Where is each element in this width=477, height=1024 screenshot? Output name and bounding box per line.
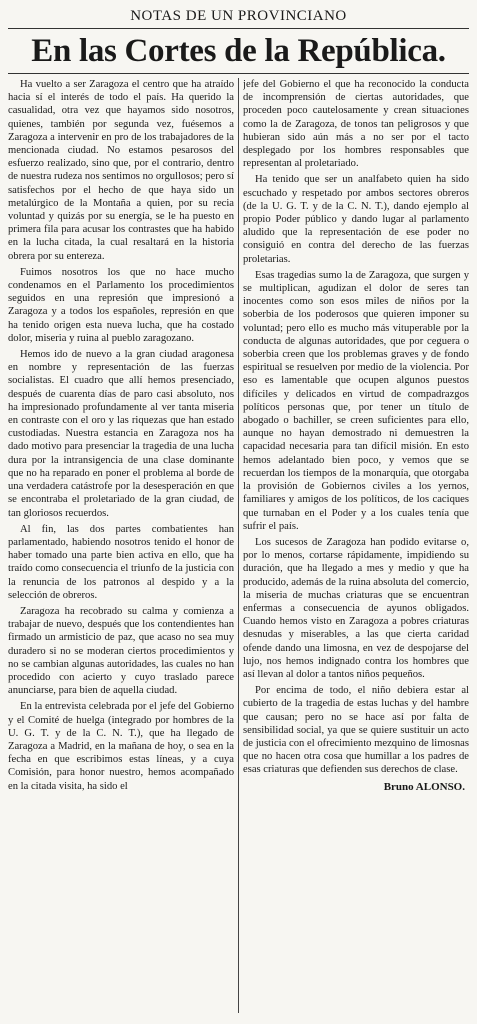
paragraph: Esas tragedias sumo la de Zaragoza, que surgen y se multiplican, agudizan el dolor de seres tan inocentes como son esos miles de niños por la soberbia de los poderosos que quieren imponer su voluntad; pero ello es mucho más vituperable por la conducta de algunas autoridades, que por ceguera o soberbia creen que los problemas graves y de fondo espiritual se resuelven por medio de la violencia. Por eso es lamentable que ocupen algunos puestos difíciles y delicados en virtud de compadrazgos políticos personas que, por tener un título de abogado o bachiller, se creen suficientes para ello, aunque no hayan demostrado ni demuestren la capacidad necesaria para tan difícil misión. En esto hemos adelantado bien poco, y vemos que se recuerdan los tiempos de la monarquía, que otorgaba la provisión de Gobiernos civiles a los yernos, familiares y amigos de los políticos, de los caciques que turnaban en el Poder y a los cuales tenía que sufrir el país. [243, 269, 469, 532]
headline: En las Cortes de la República. [31, 33, 446, 69]
paragraph: Zaragoza ha recobrado su calma y comienza a trabajar de nuevo, después que los contendientes han firmado un armisticio de paz, que acaso no sea muy duradero si no se moderan ciertos procedimientos y no se cambian algunas autoridades, las cuales no han procedido con acierto y cuyo traslado parece anunciarse, para bien de aquella ciudad. [8, 605, 234, 697]
paragraph: Ha vuelto a ser Zaragoza el centro que ha atraído hacia sí el interés de todo el país. Ha querido la casualidad, otra vez que hayamos sido nosotros, quienes, también por segunda vez, fuésemos a Zaragoza a intervenir en pro de los trabajadores de la mencionada ciudad. No estamos pesarosos del esfuerzo realizado, sino que, por el contrario, dentro de nuestra rudeza nos sentimos no orgullosos; pero sí satisfechos por el hecho de que haya sido un metalúrgico de la Montaña a quien, por su recia voluntad y quizás por su energía, se le ha puesto en primera fila para acusar los contrastes que ha habido en la lucha citada, la cual resaltará en la historia obrera por su entereza. [8, 79, 234, 262]
section-kicker: NOTAS DE UN PROVINCIANO [130, 8, 347, 24]
paragraph: Los sucesos de Zaragoza han podido evitarse o, por lo menos, cortarse rápidamente, impidiendo su duración, que ha llegado a mes y medio y que ha producido, además de la ruina absoluta del comercio, la miseria de muchas criaturas que se encuentran enfermas a consecuencia de ayunos obligados. Cuando hemos visto en Zaragoza a pobres criaturas desnudas y miserables, a las que cierta caridad ofende dando una limosna, en vez de despojarse del lujo, nos hemos indignado contra los hombres que así llevan al dolor a tantos niños pequeños. [243, 536, 469, 680]
right-column [243, 78, 469, 1013]
paragraph: En la entrevista celebrada por el jefe del Gobierno y el Comité de huelga (integrado por hombres de la U. G. T. y de la C. N. T.), que ha llegado de Zaragoza a Madrid, en la mañana de hoy, o sea en la fecha en que escribimos estas líneas, y a cuya Comisión, para honor nuestro, hemos acompañado en la citada visita, ha sido el [8, 701, 234, 792]
paragraph: Por encima de todo, el niño debiera estar al cubierto de la tragedia de estas luchas y del hambre que causan; pero no se hace así por falta de sensibilidad social, ya que se quiere sustituir un acto de justicia con el ofrecimiento mezquino de limosnas que no hacen otra cosa que humillar a los padres de esas criaturas que defienden sus derechos de clase. [243, 685, 469, 776]
article-body [8, 78, 469, 1013]
top-rule [8, 28, 469, 29]
paragraph: Fuimos nosotros los que no hace mucho condenamos en el Parlamento los procedimientos seguidos en una represión que impresionó a Zaragoza y a todos los españoles, represión en que ha tenido origen esta nueva lucha, que ha costado dolor, miseria y ruina al pueblo zaragozano. [8, 266, 234, 344]
paragraph: Al fin, las dos partes combatientes han parlamentado, habiendo nosotros tenido el honor de haber tomado una parte bien activa en ello, que ha traído como consecuencia el triunfo de la justicia con la renuncia de los patronos al despido y a la selección de obreros. [8, 523, 234, 601]
headline-rule [8, 73, 469, 74]
paragraph: Hemos ido de nuevo a la gran ciudad aragonesa en nombre y representación de las fuerzas socialistas. El cuadro que allí hemos presenciado, después de cuarenta días de paro casi absoluto, nos ha impresionado profundamente al ver tanta miseria en contraste con el oro y las riquezas que han estado custodiadas. Nuestra estancia en Zaragoza nos ha dado motivo para presenciar la tragedia de una lucha dura por la intransigencia de una clase dominante que no ha reparado en poner el problema al borde de una verdadera catástrofe por la desesperación en que se encontraba el proletariado de la gran ciudad, de tan gloriosos recuerdos. [8, 349, 234, 519]
author-signature: Bruno ALONSO. [383, 780, 465, 793]
left-column [8, 78, 234, 1013]
paragraph: jefe del Gobierno el que ha reconocido la conducta de incomprensión de ciertas autoridades, que proceden poco cautelosamente y crean situaciones como la de Zaragoza, de tonos tan peligrosos y que hubieran sido aún más a no ser por el tacto desplegado por los hombres responsables que representan al proletariado. [243, 79, 469, 170]
column-divider [238, 78, 239, 1013]
paragraph: Ha tenido que ser un analfabeto quien ha sido escuchado y respetado por ambos sectores obreros (de la U. G. T. y de la C. N. T.), dando ejemplo al propio Poder público y dando lugar al parlamento aludido que la representación de ese poder no consiguió en contra del derecho de las fuerzas proletarias. [243, 174, 469, 265]
